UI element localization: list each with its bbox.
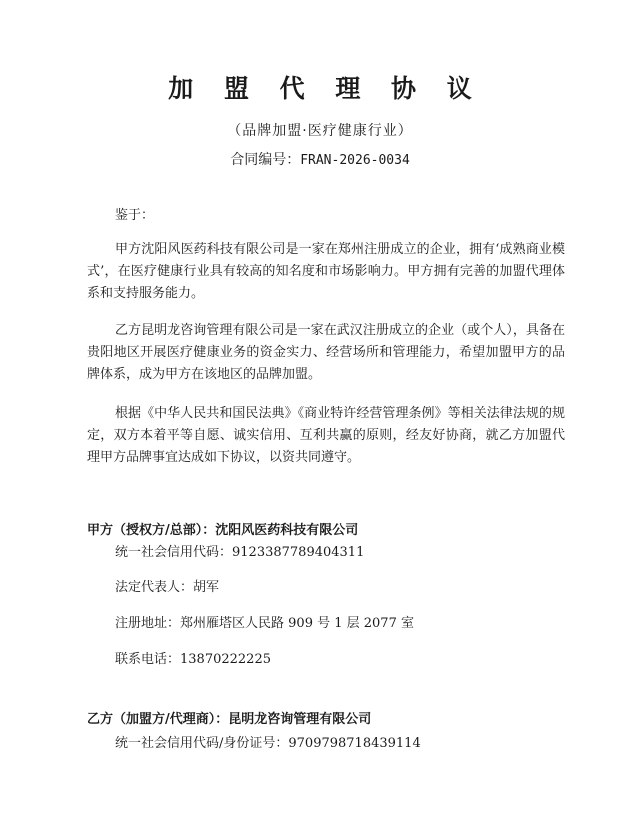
party-a-legal-representative [115, 578, 565, 598]
document-subtitle: （品牌加盟·医疗健康行业） [227, 123, 413, 139]
field-label: 联系电话： [115, 652, 181, 667]
field-label: 注册地址： [115, 616, 181, 631]
field-label: 统一社会信用代码/身份证号： [115, 736, 289, 751]
field-label: 法定代表人： [115, 580, 194, 595]
party-a-address [115, 614, 565, 634]
party-a-phone [115, 650, 565, 670]
field-value: 13870222225 [180, 652, 271, 667]
field-label: 统一社会信用代码： [115, 545, 233, 560]
party-a-heading: 甲方（授权方/总部）：沈阳风医药科技有限公司 [87, 523, 359, 538]
field-value: 郑州雁塔区人民路 909 号 1 层 2077 室 [180, 616, 414, 631]
preamble-paragraph: 甲方沈阳风医药科技有限公司是一家在郑州注册成立的企业，拥有‘成熟商业模式’，在医疗健康行业具有较高的知名度和市场影响力。甲方拥有完善的加盟代理体系和支持服务能力。 [87, 242, 565, 301]
party-a-credit-code [115, 543, 565, 563]
preamble-paragraph: 乙方昆明龙咨询管理有限公司是一家在武汉注册成立的企业（或个人），具备在贵阳地区开展医疗健康业务的资金实力、经营场所和管理能力，希望加盟甲方的品牌体系，成为甲方在该地区的品牌加盟。 [87, 323, 565, 382]
contract-number-value: FRAN-2026-0034 [300, 153, 410, 168]
contract-number-label: 合同编号： [230, 152, 301, 168]
preamble-paragraph: 根据《中华人民共和国民法典》《商业特许经营管理条例》等相关法律法规的规定，双方本着平等自愿、诚实信用、互利共赢的原则，经友好协商，就乙方加盟代理甲方品牌事宜达成如下协议，以资共同遵守。 [87, 406, 565, 465]
field-value: 9123387789404311 [232, 545, 365, 560]
party-b-heading: 乙方（加盟方/代理商）：昆明龙咨询管理有限公司 [87, 712, 372, 727]
field-value: 胡军 [193, 580, 220, 595]
field-value: 9709798718439114 [288, 736, 421, 751]
whereas-heading: 鉴于： [115, 208, 155, 223]
document-title: 加 盟 代 理 协 议 [168, 74, 483, 103]
contract-number [0, 150, 640, 171]
party-b-credit-code [115, 734, 565, 754]
